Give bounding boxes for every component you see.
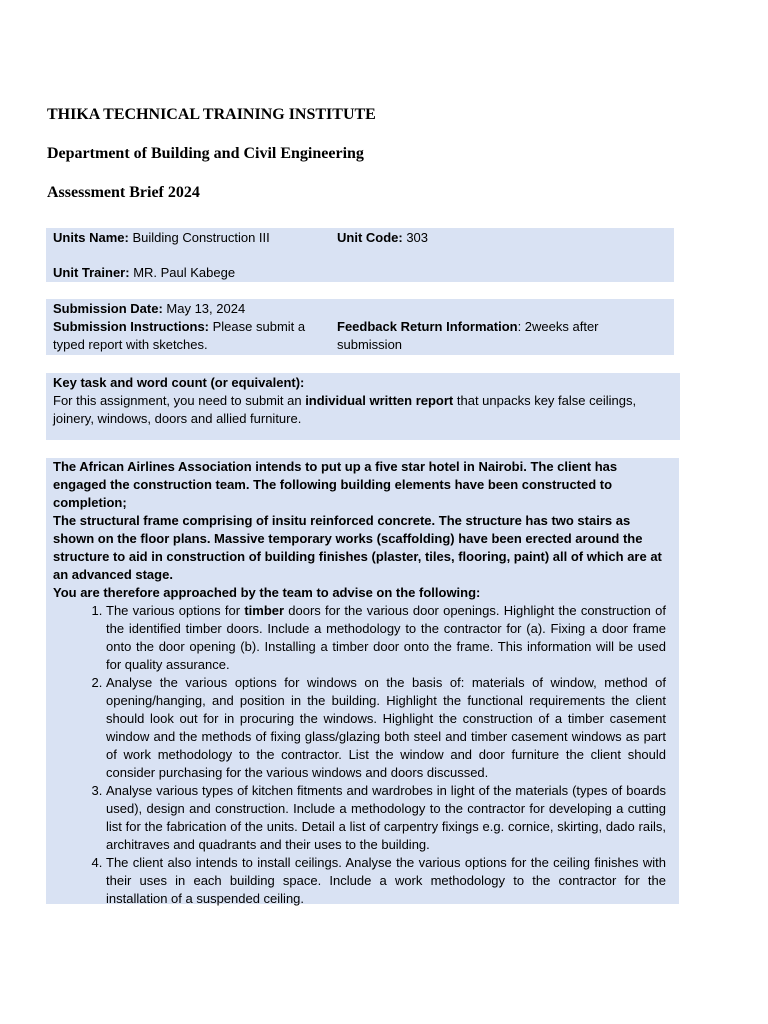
key-task-text: For this assignment, you need to submit an individual written report that unpacks key false ceilings, joinery, windows, doors and allied furniture. <box>53 393 637 426</box>
unit-code-field <box>337 229 428 247</box>
task-item-3: 3. Analyse various types of kitchen fitments and wardrobes in light of the materials (types of boards used), design and construction. Include a methodology to the contractor for developing a cutting list for the fabrication of the units. Detail a list of carpentry fixings e.g. cornice, skirting, dado rails, architraves and quadrants and their uses to the building. <box>106 782 672 854</box>
task-list <box>53 602 672 908</box>
unit-trainer-label: Unit Trainer: <box>53 265 130 280</box>
unit-trainer-field <box>53 264 235 282</box>
unit-code-label: Unit Code: <box>337 230 403 245</box>
submission-instructions-field <box>53 318 323 354</box>
unit-code-value: 303 <box>402 230 429 245</box>
submission-date-label: Submission Date: <box>53 301 163 316</box>
department-title: Department of Building and Civil Engineering <box>47 145 364 162</box>
scenario-paragraph-3: You are therefore approached by the team to advise on the following: <box>53 585 481 600</box>
task-item-2: 2. Analyse the various options for windows on the basis of: materials of window, method of opening/hanging, and position in the building. Highlight the functional requirements the client should look out for in procuring the windows. Highlight the construction of a timber casement window and the methods of fixing glass/glazing both steel and timber casement windows as part of work methodology to the contractor. List the window and door furniture the client should consider purchasing for the various windows and doors discussed. <box>106 674 672 782</box>
units-name-label: Units Name: <box>53 230 129 245</box>
key-task-heading: Key task and word count (or equivalent): <box>53 375 305 390</box>
submission-instructions-label: Submission Instructions: <box>53 319 210 334</box>
submission-instructions-value: Please submit a typed report with sketches. <box>53 319 306 352</box>
unit-info-box <box>46 228 674 282</box>
key-task-box <box>46 373 680 440</box>
brief-title: Assessment Brief 2024 <box>47 184 200 201</box>
feedback-field <box>337 318 637 354</box>
scenario-paragraph-2: The structural frame comprising of insitu reinforced concrete. The structure has two stairs as shown on the floor plans. Massive temporary works (scaffolding) have been erected around the structure to aid in construction of building finishes (plaster, tiles, flooring, paint) all of which are at an advanced stage. <box>53 513 662 582</box>
submission-date-value: May 13, 2024 <box>162 301 246 316</box>
submission-date-field <box>53 300 245 318</box>
submission-info-box <box>46 299 674 355</box>
scenario-box <box>46 458 679 904</box>
task-item-1: 1. The various options for timber doors for the various door openings. Highlight the construction of the identified timber doors. Include a methodology to the contractor for (a). Fixing a door frame onto the door opening (b). Installing a timber door onto the frame. This information will be used for quality assurance. <box>106 602 672 674</box>
task-item-4: 4. The client also intends to install ceilings. Analyse the various options for the ceiling finishes with their uses in each building space. Include a work methodology to the contractor for the installation of a suspended ceiling. <box>106 854 672 908</box>
feedback-label: Feedback Return Information <box>337 319 518 334</box>
units-name-field <box>53 229 270 247</box>
institute-title: THIKA TECHNICAL TRAINING INSTITUTE <box>47 106 376 123</box>
unit-trainer-value: MR. Paul Kabege <box>129 265 236 280</box>
feedback-value: : 2weeks after submission <box>337 319 599 352</box>
units-name-value: Building Construction III <box>128 230 270 245</box>
scenario-paragraph-1: The African Airlines Association intends to put up a five star hotel in Nairobi. The client has engaged the construction team. The following building elements have been constructed to completion; <box>53 459 618 510</box>
